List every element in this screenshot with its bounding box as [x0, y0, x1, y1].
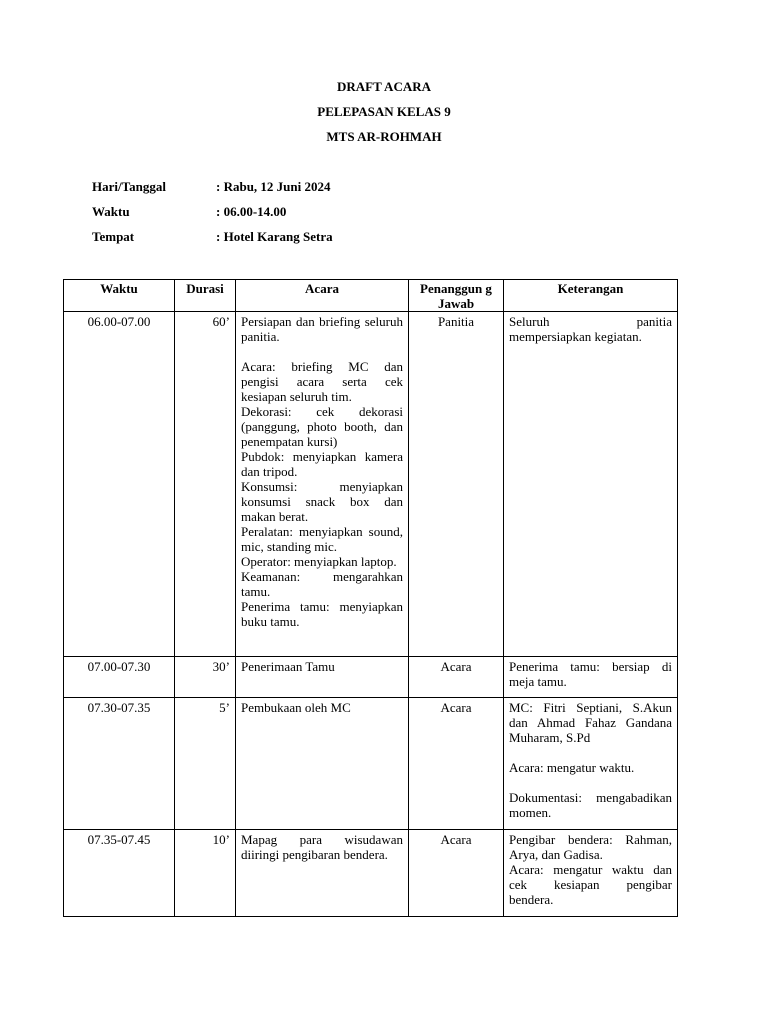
header-acara: Acara — [236, 280, 409, 312]
header-keterangan: Keterangan — [504, 280, 678, 312]
header-penanggung-jawab: Penanggun g Jawab — [409, 280, 504, 312]
info-label: Hari/Tanggal — [92, 179, 166, 194]
acara-line: Operator: menyiapkan laptop. — [241, 554, 397, 569]
info-value: : Rabu, 12 Juni 2024 — [216, 179, 331, 194]
table-row — [64, 830, 678, 917]
info-value: : 06.00-14.00 — [216, 204, 287, 219]
cell-durasi: 30’ — [175, 657, 236, 698]
cell-acara — [236, 312, 409, 657]
keterangan-line: Acara: mengatur waktu dan cek kesiapan pengibar bendera. — [509, 862, 672, 907]
acara-line: Pembukaan oleh MC — [241, 700, 351, 715]
keterangan-line: Seluruh panitia mempersiapkan kegiatan. — [509, 314, 672, 344]
table-row — [64, 657, 678, 698]
acara-line: Pubdok: menyiapkan kamera dan tripod. — [241, 449, 403, 479]
table-row — [64, 698, 678, 830]
acara-line: Persiapan dan briefing seluruh panitia. — [241, 314, 403, 344]
schedule-table — [63, 279, 678, 917]
acara-line: Penerima tamu: menyiapkan buku tamu. — [241, 599, 403, 629]
acara-line: Peralatan: menyiapkan sound, mic, standing mic. — [241, 524, 403, 554]
cell-acara — [236, 698, 409, 830]
title-draft-acara: DRAFT ACARA — [336, 79, 431, 94]
acara-line: Keamanan: mengarahkan tamu. — [241, 569, 403, 599]
acara-line: Penerimaan Tamu — [241, 659, 335, 674]
cell-waktu: 07.00-07.30 — [64, 657, 175, 698]
info-value: : Hotel Karang Setra — [216, 229, 333, 244]
keterangan-gap — [509, 775, 672, 790]
cell-durasi: 10’ — [175, 830, 236, 917]
cell-waktu: 07.30-07.35 — [64, 698, 175, 830]
table-row — [64, 312, 678, 657]
cell-keterangan — [504, 657, 678, 698]
cell-keterangan — [504, 698, 678, 830]
title-pelepasan: PELEPASAN KELAS 9 — [317, 104, 451, 119]
keterangan-line: MC: Fitri Septiani, S.Akun dan Ahmad Fahaz Gandana Muharam, S.Pd — [509, 700, 672, 745]
cell-acara — [236, 830, 409, 917]
keterangan-line: Dokumentasi: mengabadikan momen. — [509, 790, 672, 820]
keterangan-line: Acara: mengatur waktu. — [509, 760, 635, 775]
header-durasi: Durasi — [175, 280, 236, 312]
info-label: Waktu — [92, 204, 130, 219]
cell-pj: Acara — [409, 698, 504, 830]
cell-acara — [236, 657, 409, 698]
title-school: MTS AR-ROHMAH — [326, 129, 442, 144]
header-waktu: Waktu — [64, 280, 175, 312]
info-label: Tempat — [92, 229, 135, 244]
table-header-row — [64, 280, 678, 312]
acara-line: Acara: briefing MC dan pengisi acara serta cek kesiapan seluruh tim. — [241, 359, 403, 404]
acara-gap — [241, 344, 403, 359]
cell-pj: Acara — [409, 830, 504, 917]
keterangan-gap — [509, 745, 672, 760]
acara-line: Mapag para wisudawan diiringi pengibaran bendera. — [241, 832, 403, 862]
acara-line: Dekorasi: cek dekorasi (panggung, photo booth, dan penempatan kursi) — [241, 404, 403, 449]
acara-line: Konsumsi: menyiapkan konsumsi snack box dan makan berat. — [241, 479, 403, 524]
cell-pj: Panitia — [409, 312, 504, 657]
cell-keterangan — [504, 312, 678, 657]
cell-durasi: 5’ — [175, 698, 236, 830]
keterangan-line: Penerima tamu: bersiap di meja tamu. — [509, 659, 672, 689]
cell-waktu: 07.35-07.45 — [64, 830, 175, 917]
keterangan-line: Pengibar bendera: Rahman, Arya, dan Gadisa. — [509, 832, 672, 862]
cell-pj: Acara — [409, 657, 504, 698]
cell-durasi: 60’ — [175, 312, 236, 657]
cell-waktu: 06.00-07.00 — [64, 312, 175, 657]
cell-keterangan — [504, 830, 678, 917]
